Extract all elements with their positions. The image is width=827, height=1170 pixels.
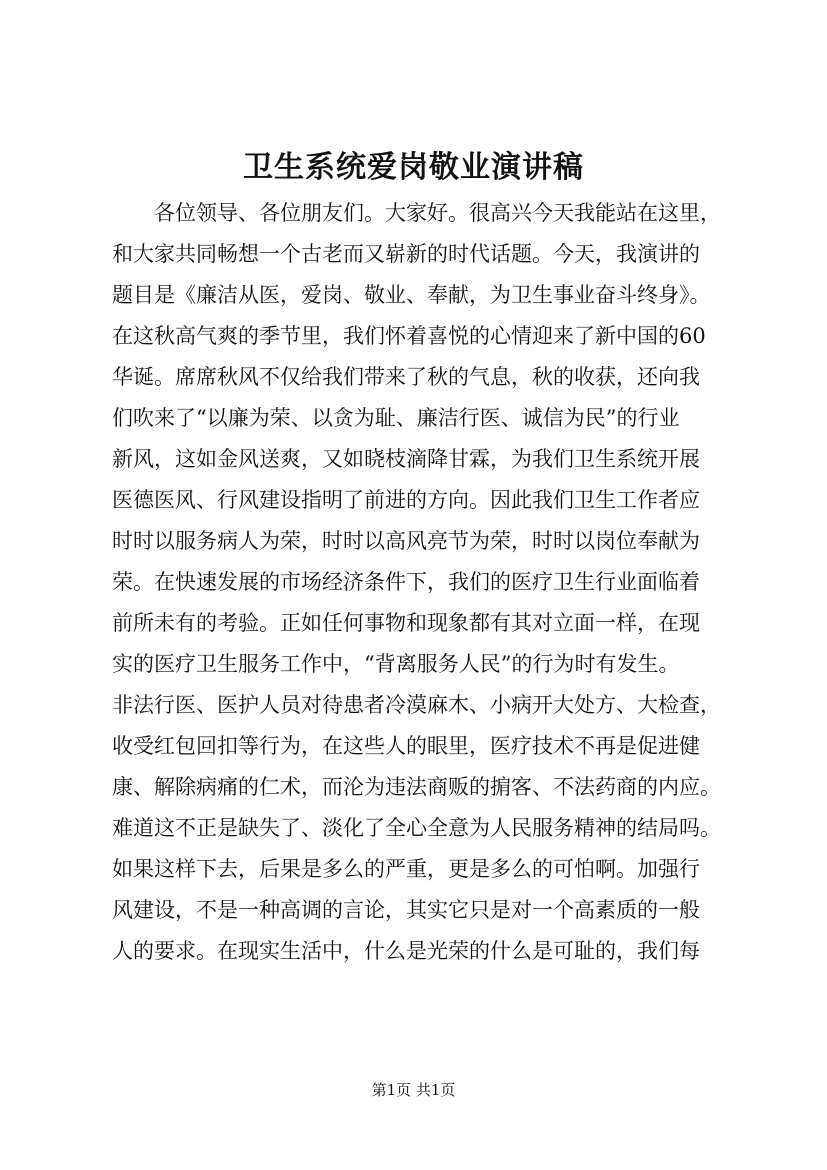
- body-line-6: 们吹来了“以廉为荣、以贪为耻、廉洁行医、诚信为民”的行业: [112, 406, 680, 430]
- body-line-14: 收受红包回扣等行为，在这些人的眼里，医疗技术不再是促进健: [112, 734, 700, 758]
- page-footer: 第1页 共1页: [371, 1081, 456, 1099]
- body-line-3: 题目是《廉洁从医，爱岗、敬业、奉献，为卫生事业奋斗终身》。: [112, 283, 711, 307]
- body-line-8: 医德医风、行风建设指明了前进的方向。因此我们卫生工作者应: [112, 488, 700, 512]
- body-line-13: 非法行医、医护人员对待患者冷漠麻木、小病开大处方、大检查，: [112, 693, 721, 717]
- body-line-19: 人的要求。在现实生活中，什么是光荣的什么是可耻的，我们每: [112, 939, 700, 963]
- body-line-5: 华诞。席席秋风不仅给我们带来了秋的气息，秋的收获，还向我: [112, 365, 700, 389]
- body-line-16: 难道这不正是缺失了、淡化了全心全意为人民服务精神的结局吗。: [112, 816, 721, 840]
- body-line-11: 前所未有的考验。正如任何事物和现象都有其对立面一样，在现: [112, 611, 700, 635]
- body-line-2: 和大家共同畅想一个古老而又崭新的时代话题。今天，我演讲的: [112, 242, 700, 266]
- body-line-9: 时时以服务病人为荣，时时以高风亮节为荣，时时以岗位奉献为: [112, 529, 700, 553]
- body-line-12: 实的医疗卫生服务工作中，“背离服务人民”的行为时有发生。: [112, 652, 680, 676]
- body-line-15: 康、解除病痛的仁术，而沦为违法商贩的掮客、不法药商的内应。: [112, 775, 721, 799]
- document-body: [112, 193, 752, 972]
- body-line-18: 风建设，不是一种高调的言论，其实它只是对一个高素质的一般: [112, 898, 700, 922]
- body-line-7: 新风，这如金风送爽，又如晓枝滴降甘霖，为我们卫生系统开展: [112, 447, 700, 471]
- body-line-17: 如果这样下去，后果是多么的严重，更是多么的可怕啊。加强行: [112, 857, 700, 881]
- document-title: 卫生系统爱岗敬业演讲稿: [243, 150, 584, 185]
- body-line-1: 各位领导、各位朋友们。大家好。很高兴今天我能站在这里，: [154, 201, 721, 225]
- body-line-4: 在这秋高气爽的季节里，我们怀着喜悦的心情迎来了新中国的60: [112, 324, 706, 348]
- body-line-10: 荣。在快速发展的市场经济条件下，我们的医疗卫生行业面临着: [112, 570, 700, 594]
